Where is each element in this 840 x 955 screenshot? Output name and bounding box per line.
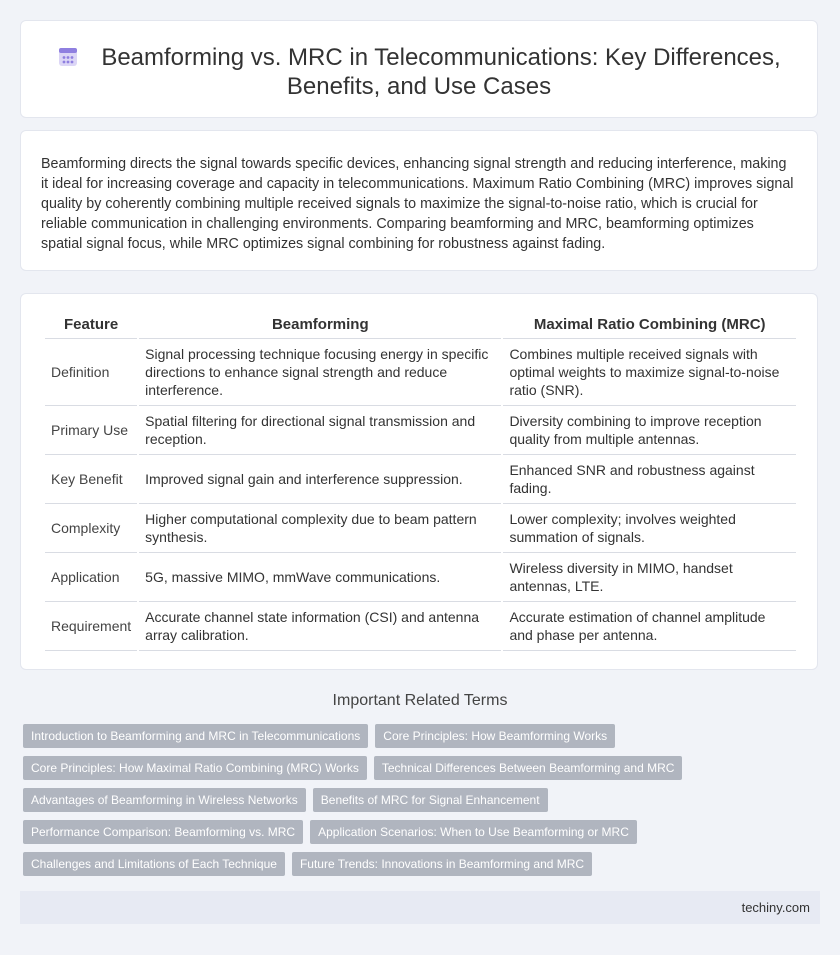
table-header-row [45,310,796,339]
beamforming-cell: Spatial filtering for directional signal transmission and reception. [139,406,501,455]
page-title-block [21,43,817,101]
related-term-tag[interactable]: Future Trends: Innovations in Beamforming and MRC [292,852,592,876]
header-feature: Feature [45,310,137,339]
tag-row [23,820,823,852]
beamforming-cell: Accurate channel state information (CSI) and antenna array calibration. [139,602,501,651]
beamforming-cell: Higher computational complexity due to beam pattern synthesis. [139,504,501,553]
page-title: Beamforming vs. MRC in Telecommunications: Key Differences, Benefits, and Use Cases [101,44,781,100]
header-beamforming: Beamforming [139,310,501,339]
related-term-tag[interactable]: Core Principles: How Maximal Ratio Combining (MRC) Works [23,756,367,780]
tag-row [23,852,823,884]
feature-cell: Complexity [45,504,137,553]
related-term-tag[interactable]: Performance Comparison: Beamforming vs. MRC [23,820,303,844]
document-icon [57,46,79,68]
header-mrc: Maximal Ratio Combining (MRC) [503,310,796,339]
beamforming-cell: Improved signal gain and interference suppression. [139,455,501,504]
beamforming-cell: Signal processing technique focusing energy in specific directions to enhance signal strength and reduce interference. [139,339,501,406]
mrc-cell: Combines multiple received signals with optimal weights to maximize signal-to-noise ratio (SNR). [503,339,796,406]
related-term-tag[interactable]: Core Principles: How Beamforming Works [375,724,615,748]
mrc-cell: Wireless diversity in MIMO, handset antennas, LTE. [503,553,796,602]
intro-paragraph: Beamforming directs the signal towards specific devices, enhancing signal strength and reducing interference, making it ideal for increasing coverage and capacity in telecommunications. Maximum Ratio Combining (MRC) improves signal quality by coherently combining multiple received signals to maximize the signal-to-noise ratio, which is crucial for reliable communication in challenging environments. Comparing beamforming and MRC, beamforming optimizes spatial signal focus, while MRC optimizes signal combining for robustness against fading. [41,156,794,252]
feature-cell: Primary Use [45,406,137,455]
mrc-cell: Enhanced SNR and robustness against fading. [503,455,796,504]
feature-cell: Requirement [45,602,137,651]
related-term-tag[interactable]: Technical Differences Between Beamforming and MRC [374,756,683,780]
feature-cell: Key Benefit [45,455,137,504]
table-row [45,455,796,504]
title-card [20,20,818,118]
related-term-tag[interactable]: Benefits of MRC for Signal Enhancement [313,788,548,812]
footer [20,891,820,924]
beamforming-cell: 5G, massive MIMO, mmWave communications. [139,553,501,602]
feature-cell: Application [45,553,137,602]
mrc-cell: Diversity combining to improve reception quality from multiple antennas. [503,406,796,455]
table-row [45,406,796,455]
table-row [45,602,796,651]
tag-row [23,724,823,756]
comparison-card [20,293,818,670]
table-row [45,504,796,553]
intro-card [20,130,818,271]
tag-row [23,756,823,788]
table-row [45,553,796,602]
related-term-tag[interactable]: Application Scenarios: When to Use Beamforming or MRC [310,820,637,844]
comparison-table [43,310,798,651]
tag-row [23,788,823,820]
feature-cell: Definition [45,339,137,406]
related-term-tag[interactable]: Advantages of Beamforming in Wireless Networks [23,788,306,812]
related-terms-heading: Important Related Terms [332,692,508,709]
related-term-tag[interactable]: Introduction to Beamforming and MRC in Telecommunications [23,724,368,748]
mrc-cell: Accurate estimation of channel amplitude and phase per antenna. [503,602,796,651]
mrc-cell: Lower complexity; involves weighted summation of signals. [503,504,796,553]
footer-site-link[interactable]: techiny.com [741,900,810,915]
table-row [45,339,796,406]
related-terms-list [23,724,823,884]
related-term-tag[interactable]: Challenges and Limitations of Each Technique [23,852,285,876]
